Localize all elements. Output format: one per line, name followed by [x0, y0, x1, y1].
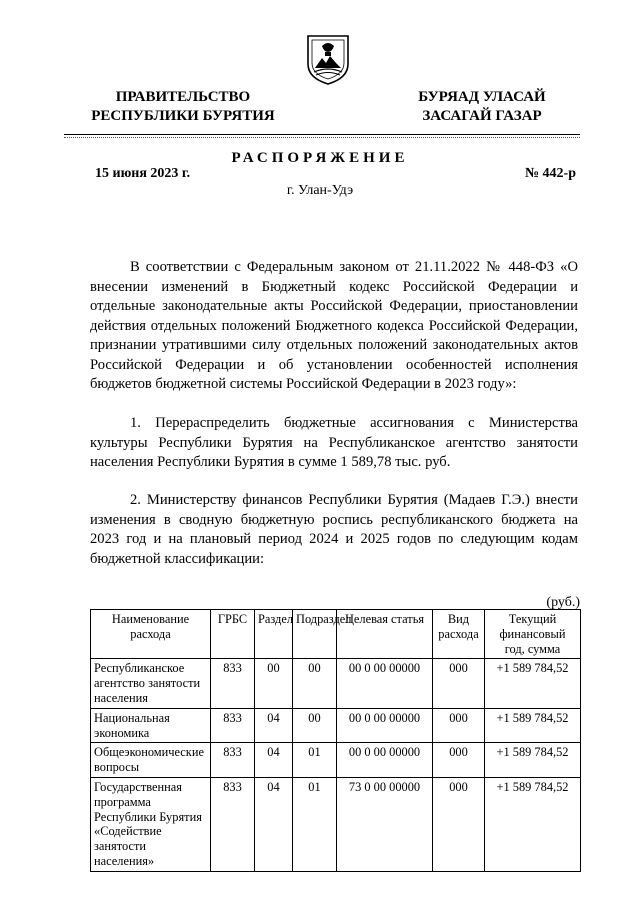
- header-divider: [64, 134, 580, 135]
- table-header-row: [91, 610, 581, 659]
- col-header-target: Целевая статья: [337, 610, 433, 659]
- col-header-vid: Вид расхода: [433, 610, 485, 659]
- table-row: [91, 659, 581, 708]
- cell-target: 73 0 00 00000: [337, 777, 433, 871]
- cell-vid: 000: [433, 659, 485, 708]
- preamble-paragraph: В соответствии с Федеральным законом от 21.11.2022 № 448-ФЗ «О внесении изменений в Бюджетный кодекс Российской Федерации и отдельные законодательные акты Российской Федерации, приостановлении действия отдельных положений Бюджетного кодекса Российской Федерации, признании утратившими силу отдельных положений законодательных актов Российской Федерации и об установлении особенностей исполнения бюджетов бюджетной системы Российской Федерации в 2023 году»:: [90, 259, 578, 392]
- decree-date: 15 июня 2023 г.: [95, 166, 191, 181]
- decree-city: г. Улан-Удэ: [286, 183, 354, 198]
- budget-table: [90, 609, 581, 872]
- decree-number: № 442-р: [524, 166, 576, 181]
- col-header-grbs: ГРБС: [211, 610, 255, 659]
- cell-sum: +1 589 784,52: [485, 777, 581, 871]
- col-header-sum: Текущий финансовый год, сумма: [485, 610, 581, 659]
- decree-title: РАСПОРЯЖЕНИЕ: [231, 150, 409, 166]
- cell-razdel: 04: [255, 708, 293, 743]
- cell-grbs: 833: [211, 743, 255, 778]
- header-divider-dotted: [64, 137, 580, 138]
- cell-vid: 000: [433, 777, 485, 871]
- col-header-podrazdel: Подраздел: [293, 610, 337, 659]
- header-right-line2: ЗАСАГАЙ ГАЗАР: [422, 108, 542, 124]
- cell-razdel: 00: [255, 659, 293, 708]
- cell-podrazdel: 00: [293, 708, 337, 743]
- col-header-razdel: Раздел: [255, 610, 293, 659]
- cell-target: 00 0 00 00000: [337, 708, 433, 743]
- cell-grbs: 833: [211, 659, 255, 708]
- header-left-line1: ПРАВИТЕЛЬСТВО: [115, 89, 251, 105]
- table-row: [91, 743, 581, 778]
- col-header-name: Наименование расхода: [91, 610, 211, 659]
- item-1-paragraph: 1. Перераспределить бюджетные ассигнования с Министерства культуры Республики Бурятия на Республиканское агентство занятости населения Республики Бурятия в сумме 1 589,78 тыс. руб.: [90, 415, 578, 470]
- cell-vid: 000: [433, 708, 485, 743]
- header-right-line1: БУРЯАД УЛАСАЙ: [418, 89, 546, 105]
- cell-name: Государственная программа Республики Бурятия «Содействие занятости населения»: [91, 777, 211, 871]
- cell-sum: +1 589 784,52: [485, 659, 581, 708]
- cell-podrazdel: 01: [293, 743, 337, 778]
- table-row: [91, 708, 581, 743]
- item-2-paragraph: 2. Министерству финансов Республики Бурятия (Мадаев Г.Э.) внести изменения в сводную бюджетную роспись республиканского бюджета на 2023 год и на плановый период 2024 и 2025 годов по следующим кодам бюджетной классификации:: [90, 492, 578, 567]
- header-left-line2: РЕСПУБЛИКИ БУРЯТИЯ: [91, 108, 275, 124]
- cell-razdel: 04: [255, 777, 293, 871]
- cell-name: Общеэкономические вопросы: [91, 743, 211, 778]
- cell-sum: +1 589 784,52: [485, 708, 581, 743]
- cell-podrazdel: 01: [293, 777, 337, 871]
- cell-sum: +1 589 784,52: [485, 743, 581, 778]
- cell-name: Республиканское агентство занятости населения: [91, 659, 211, 708]
- cell-grbs: 833: [211, 777, 255, 871]
- cell-podrazdel: 00: [293, 659, 337, 708]
- government-name-buryat: [402, 88, 562, 126]
- coat-of-arms-emblem: [304, 30, 352, 86]
- cell-name: Национальная экономика: [91, 708, 211, 743]
- cell-razdel: 04: [255, 743, 293, 778]
- table-row: [91, 777, 581, 871]
- cell-target: 00 0 00 00000: [337, 743, 433, 778]
- cell-grbs: 833: [211, 708, 255, 743]
- cell-target: 00 0 00 00000: [337, 659, 433, 708]
- table-unit-label: (руб.): [546, 595, 580, 610]
- government-name-russian: [78, 88, 288, 126]
- cell-vid: 000: [433, 743, 485, 778]
